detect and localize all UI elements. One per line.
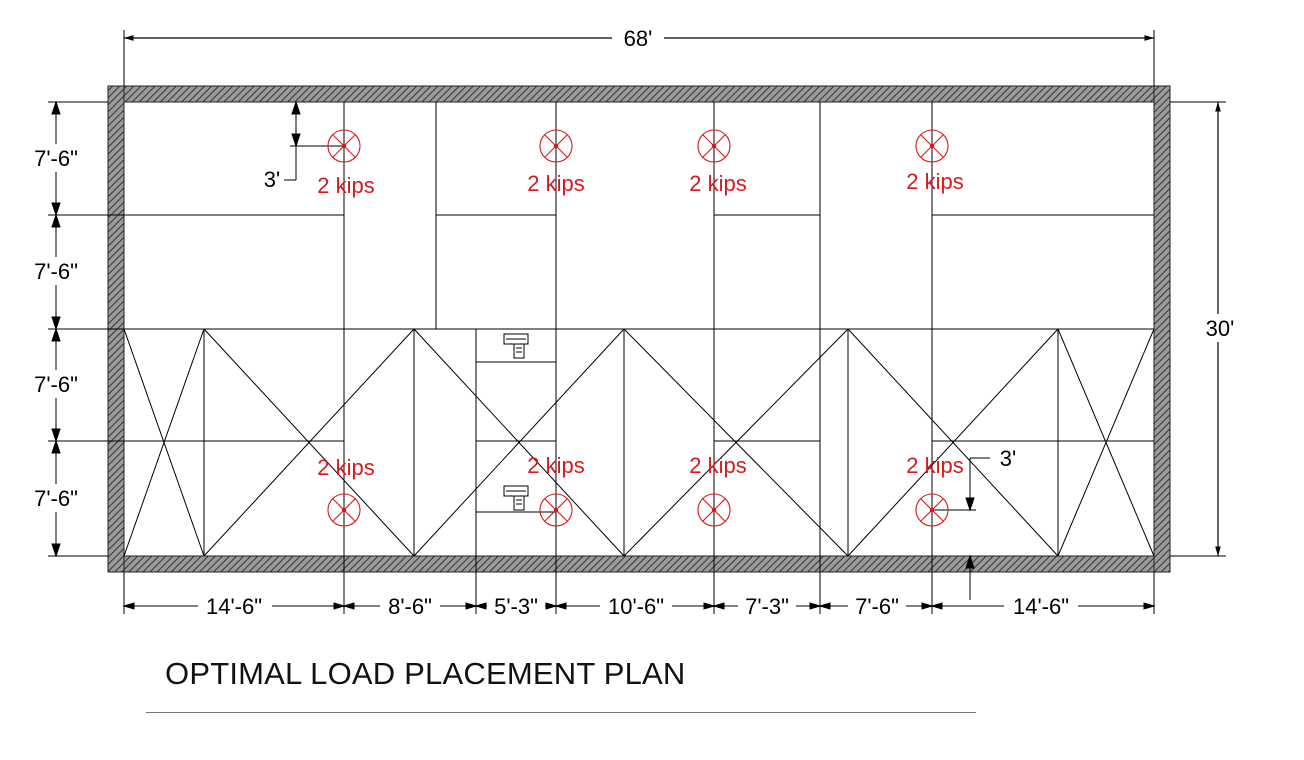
bottom-dim-7: 14'-6" (1012, 594, 1070, 619)
load-label-5: 2 kips (317, 455, 375, 480)
left-dim-3: 7'-6" (34, 372, 78, 397)
bottom-dim-2: 8'-6" (388, 594, 432, 619)
load-label-2: 2 kips (527, 171, 585, 196)
plan-title: OPTIMAL LOAD PLACEMENT PLAN (165, 656, 686, 691)
bottom-offset-label: 3' (999, 446, 1017, 471)
overall-width-dimension (124, 24, 1154, 86)
left-dim-1: 7'-6" (34, 146, 78, 171)
fixture-symbol (504, 334, 528, 358)
overall-width-label: 68' (623, 26, 653, 51)
load-label-8: 2 kips (906, 453, 964, 478)
load-label-3: 2 kips (689, 171, 747, 196)
bottom-dim-3: 5'-3" (494, 594, 538, 619)
bottom-dim-5: 7'-3" (745, 594, 789, 619)
overall-height-dimension (1170, 102, 1242, 556)
bottom-dim-1: 14'-6" (205, 594, 263, 619)
left-dim-4: 7'-6" (34, 486, 78, 511)
load-label-4: 2 kips (906, 169, 964, 194)
load-label-6: 2 kips (527, 453, 585, 478)
bottom-dim-4: 10'-6" (607, 594, 665, 619)
top-offset-label: 3' (263, 167, 281, 192)
load-points (328, 130, 948, 526)
load-label-7: 2 kips (689, 453, 747, 478)
load-label-1: 2 kips (317, 173, 375, 198)
overall-height-label: 30' (1205, 316, 1235, 341)
title-underline (146, 712, 976, 713)
bottom-dim-6: 7'-6" (855, 594, 899, 619)
bottom-offset-dimension (932, 458, 990, 600)
top-offset-dimension (284, 102, 344, 180)
fixture-symbol (504, 486, 528, 510)
left-dim-2: 7'-6" (34, 259, 78, 284)
